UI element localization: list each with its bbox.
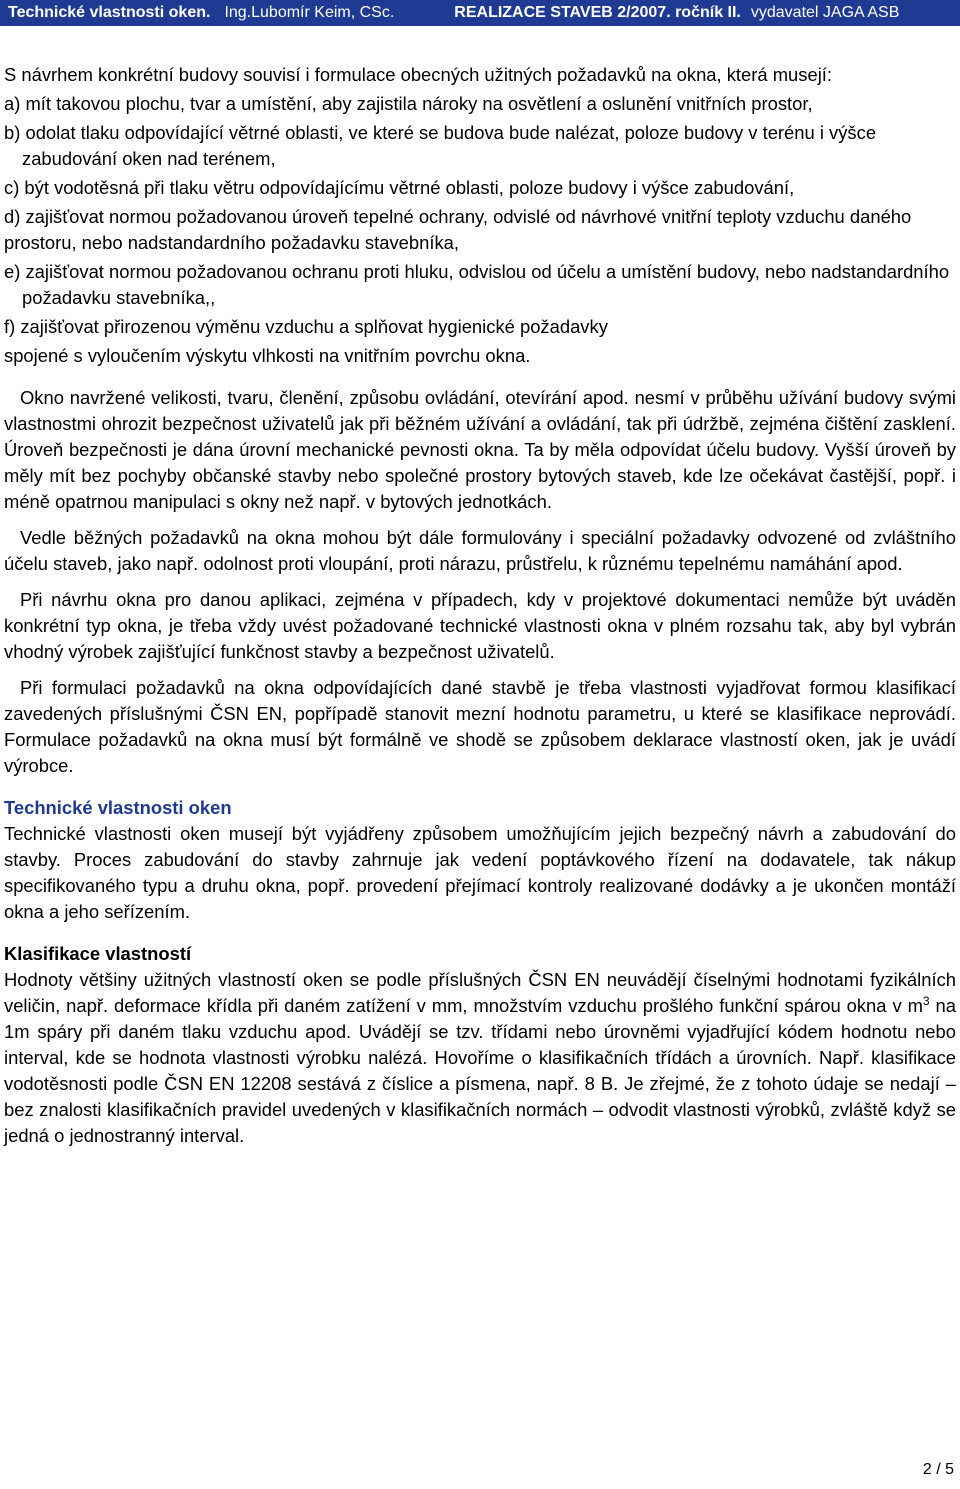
requirement-f-line2: spojené s vyloučením výskytu vlhkosti na vnitřním povrchu okna. [4, 345, 531, 366]
section-heading-classification: Klasifikace vlastností [4, 943, 192, 964]
requirement-a: a) mít takovou plochu, tvar a umístění, aby zajistila nároky na osvětlení a oslunění vnitřních prostor, [4, 93, 813, 114]
header-journal: REALIZACE STAVEB 2/2007. ročník II. [454, 4, 741, 21]
document-header [0, 0, 960, 26]
classification-text-part2: na 1m spáry při daném tlaku vzduchu apod. Uvádějí se tzv. třídami nebo úrovněmi vyjadřující kódem hodnotu nebo interval, kde se hodnota vlastnosti výrobku nalézá. Hovoříme o klasifikačních třídách a úrovních. Např. klasifikace vodotěsnosti podle ČSN EN 12208 sestává z číslice a písmena, např. 8 B. Je zřejmé, že z tohoto údaje se nedají – bez znalosti klasifikačních pravidel uvedených v klasifikačních normách – odvodit vlastnosti výrobků, zvláště když se jedná o jednostranný interval. [4, 995, 956, 1146]
paragraph-design: Při návrhu okna pro danou aplikaci, zejména v případech, kdy v projektové dokumentaci nemůže být uváděn konkrétní typ okna, je třeba vždy uvést požadované technické vlastnosti okna v plném rozsahu tak, aby byl vybrán vhodný výrobek zajišťující funkčnost stavby a bezpečnost uživatelů. [4, 589, 956, 662]
requirement-b: b) odolat tlaku odpovídající větrné oblasti, ve které se budova bude nalézat, poloze budovy v terénu i výšce zabudování oken nad terénem, [4, 122, 877, 169]
header-title: Technické vlastnosti oken. [8, 4, 211, 21]
section-text-classification [4, 967, 956, 1149]
intro-paragraph: S návrhem konkrétní budovy souvisí i formulace obecných užitných požadavků na okna, která musejí: [4, 64, 833, 85]
requirement-c: c) být vodotěsná při tlaku větru odpovídajícímu větrné oblasti, poloze budovy i výšce zabudování, [4, 177, 795, 198]
paragraph-special-requirements: Vedle běžných požadavků na okna mohou být dále formulovány i speciální požadavky odvozené od zvláštního účelu staveb, jako např. odolnost proti vloupání, proti nárazu, průstřelu, k různému tepelnému namáhání apod. [4, 527, 956, 574]
page-number: 2 / 5 [922, 1461, 954, 1478]
classification-text-part1: Hodnoty většiny užitných vlastností oken se podle příslušných ČSN EN neuvádějí číselnými hodnotami fyzikálních veličin, např. deformace křídla při daném zatížení v mm, množstvím vzduchu prošlého funkční spárou okna v m [4, 969, 956, 1016]
requirement-e: e) zajišťovat normou požadovanou ochranu proti hluku, odvislou od účelu a umístění budovy, nebo nadstandardního požadavku stavebníka,, [4, 261, 950, 308]
header-author: Ing.Lubomír Keim, CSc. [224, 4, 395, 21]
paragraph-safety: Okno navržené velikosti, tvaru, členění, způsobu ovládání, otevírání apod. nesmí v průběhu užívání budovy svými vlastnostmi ohrozit bezpečnost uživatelů jak při běžném užívání a ovládání, tak při údržbě, zejména čištění zasklení. Úroveň bezpečnosti je dána úrovní mechanické pevnosti okna. Ta by měla odpovídat účelu budovy. Vyšší úroveň by měly mít bez pochyby občanské stavby nebo společné prostory bytových staveb, kde lze očekávat častější, popř. i méně opatrnou manipulaci s okny než např. v bytových jednotkách. [4, 387, 956, 512]
paragraph-classification: Při formulaci požadavků na okna odpovídajících dané stavbě je třeba vlastnosti vyjadřovat formou klasifikací zavedených příslušnými ČSN EN, popřípadě stanovit mezní hodnotu parametru, u které se klasifikace neprovádí. Formulace požadavků na okna musí být formálně ve shodě se způsobem deklarace vlastností oken, jak je uvádí výrobce. [4, 677, 956, 776]
header-publisher: vydavatel JAGA ASB [750, 4, 900, 21]
requirement-d: d) zajišťovat normou požadovanou úroveň tepelné ochrany, odvislé od návrhové vnitřní teploty vzduchu daného prostoru, nebo nadstandardního požadavku stavebníka, [4, 206, 912, 253]
requirement-f-line1: f) zajišťovat přirozenou výměnu vzduchu a splňovat hygienické požadavky [4, 316, 608, 337]
superscript-3: 3 [922, 993, 930, 1008]
section-text-technical-properties: Technické vlastnosti oken musejí být vyjádřeny způsobem umožňujícím jejich bezpečný návrh a zabudování do stavby. Proces zabudování do stavby zahrnuje jak vedení poptávkového řízení na dodavatele, tak nákup specifikovaného typu a druhu okna, popř. provedení přejímací kontroly realizované dodávky a je ukončen montáží okna a jeho seřízením. [4, 823, 956, 922]
section-heading-technical-properties: Technické vlastnosti oken [4, 797, 232, 818]
document-body [4, 62, 956, 1149]
